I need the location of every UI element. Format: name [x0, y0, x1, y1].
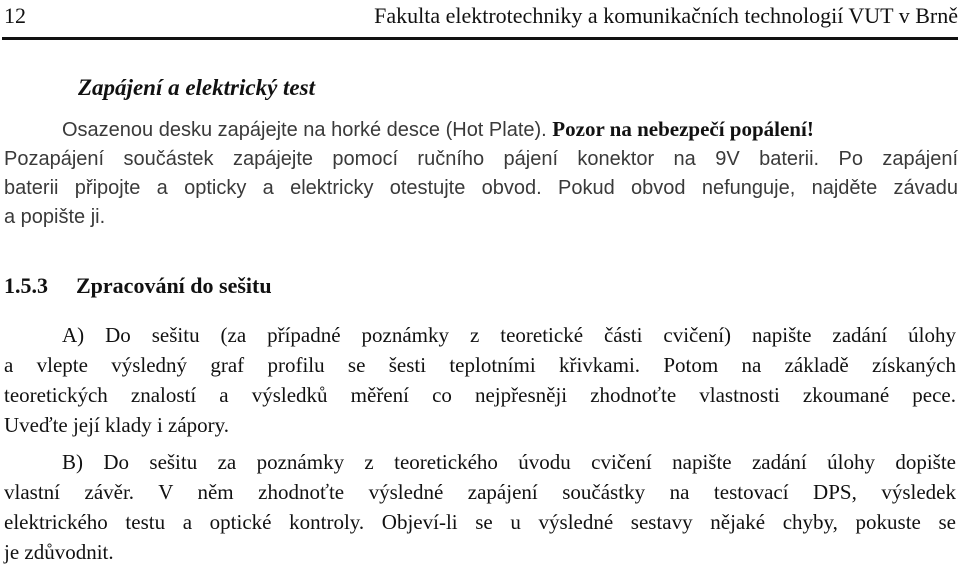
- paragraph-line: teoretických znalostí a výsledků měření co nejpřesněji zhodnoťte vlastnosti zkoumané pece.: [4, 383, 956, 407]
- intro-text: Osazenou desku zapájejte na horké desce (Hot Plate).: [62, 119, 553, 141]
- intro-line: baterii připojte a opticky a elektricky otestujte obvod. Pokud obvod nefunguje, najděte závadu: [4, 177, 958, 199]
- paragraph-line: a vlepte výsledný graf profilu se šesti teplotními křivkami. Potom na základě získaných: [4, 353, 956, 377]
- paragraph-line: vlastní závěr. V něm zhodnoťte výsledné zapájení součástky na testovací DPS, výsledek: [4, 480, 956, 504]
- section-title: Zpracování do sešitu: [76, 273, 272, 298]
- paragraph-line: je zdůvodnit.: [4, 540, 114, 564]
- page-header: [2, 0, 958, 46]
- intro-paragraph: [4, 115, 958, 232]
- subheading: Zapájení a elektrický test: [78, 75, 315, 100]
- section-heading: [4, 272, 272, 300]
- paragraph-line: A) Do sešitu (za případné poznámky z teoretické části cvičení) napište zadání úlohy: [62, 323, 956, 347]
- paragraph-line: B) Do sešitu za poznámky z teoretického úvodu cvičení napište zadání úlohy dopište: [62, 450, 956, 474]
- burn-warning: Pozor na nebezpečí popálení!: [552, 117, 814, 141]
- paragraph-a: [4, 320, 956, 440]
- page-number: 12: [4, 3, 26, 28]
- paragraph-line: elektrického testu a optické kontroly. Objeví-li se u výsledné sestavy nějaké chyby, pokuste se: [4, 510, 956, 534]
- intro-line: [4, 115, 958, 145]
- header-title: Fakulta elektrotechniky a komunikačních technologií VUT v Brně: [374, 3, 958, 28]
- section-number: 1.5.3: [4, 273, 48, 298]
- intro-line: Pozapájení součástek zapájejte pomocí ručního pájení konektor na 9V baterii. Po zapájení: [4, 148, 958, 170]
- intro-line: a popište ji.: [4, 206, 106, 228]
- header-rule: [2, 37, 958, 40]
- paragraph-b: [4, 447, 956, 567]
- paragraph-line: Uveďte její klady i zápory.: [4, 413, 230, 437]
